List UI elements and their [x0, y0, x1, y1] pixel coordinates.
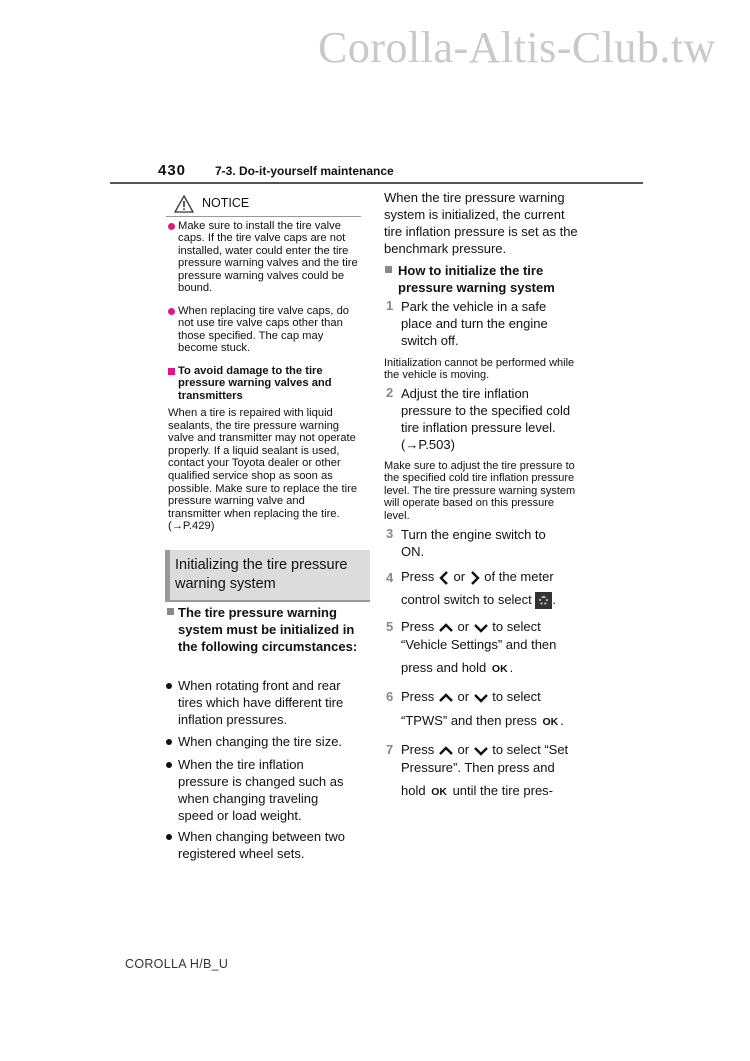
- chevron-down-icon: [473, 622, 489, 634]
- ok-button-icon: OK: [542, 716, 559, 728]
- step-number: 1: [386, 298, 394, 313]
- chevron-up-icon: [438, 622, 454, 634]
- notice-subheading: [168, 365, 358, 402]
- chevron-right-icon: [469, 570, 481, 586]
- step-7-line-1: Press or to select “Set: [401, 742, 569, 757]
- chevron-down-icon: [473, 745, 489, 757]
- step-6-line-1: Press or to select: [401, 689, 541, 704]
- step-number: 4: [386, 570, 394, 585]
- notice-box: [166, 190, 361, 540]
- list-item: When changing between two registered wheel sets.: [178, 829, 345, 861]
- step-text: Adjust the tire inflation pressure to the specified cold tire inflation pressure level. (→P.503): [401, 386, 571, 452]
- square-bullet-icon: [385, 266, 392, 273]
- page-number: 430: [158, 162, 187, 179]
- left-subheading: The tire pressure warning system must be initialized in the following circumstances:: [178, 605, 358, 654]
- step-text: Turn the engine switch to ON.: [401, 527, 546, 559]
- bullet-icon: [166, 834, 172, 840]
- notice-title: NOTICE: [202, 196, 250, 210]
- notice-item: [168, 220, 358, 294]
- square-bullet-icon: [168, 368, 175, 375]
- ok-button-icon: OK: [491, 663, 508, 675]
- step-number: 3: [386, 526, 394, 541]
- settings-gear-icon: [535, 592, 552, 609]
- step-text: Park the vehicle in a safe place and turn the engine switch off.: [401, 299, 548, 348]
- ok-button-icon: OK: [431, 786, 447, 798]
- bullet-icon: [166, 762, 172, 768]
- step-4-line-1: Press or of the meter: [401, 569, 554, 584]
- step-number: 5: [386, 619, 394, 634]
- step-5-line-1: Press or to select: [401, 619, 541, 634]
- chevron-down-icon: [473, 692, 489, 704]
- notice-item-text: Make sure to install the tire valve caps. If the tire valve caps are not installed, water could enter the tire pressure warning valves and the tire pressure warning valves could be bound.: [178, 220, 358, 295]
- notice-description: When a tire is repaired with liquid sealants, the tire pressure warning valve and transmitter may not operate properly. If a liquid sealant is used, contact your Toyota dealer or other qualified service shop as soon as possible. Make sure to replace the tire pressure warning valve and transmitter when replacing the tire. (→P.429): [168, 407, 358, 533]
- watermark: Corolla-Altis-Club.tw: [318, 23, 716, 72]
- section-heading: [165, 550, 370, 602]
- step-7-line-2: Pressure”. Then press and: [401, 760, 555, 775]
- bullet-icon: [166, 739, 172, 745]
- section-heading-text: Initializing the tire pressure warning system: [175, 557, 348, 592]
- step-number: 6: [386, 689, 394, 704]
- chevron-left-icon: [438, 570, 450, 586]
- square-bullet-icon: [167, 608, 174, 615]
- step-6-line-2: “TPWS” and then press OK .: [401, 712, 591, 731]
- chevron-up-icon: [438, 692, 454, 704]
- warning-triangle-icon: [174, 195, 194, 213]
- step-number: 2: [386, 385, 394, 400]
- note-text: Make sure to adjust the tire pressure to the specified cold tire inflation pressure level. The tire pressure warning system will operate based on this pressure level.: [384, 460, 576, 522]
- list-item: When changing the tire size.: [178, 734, 343, 749]
- chevron-up-icon: [438, 745, 454, 757]
- note-text: Initialization cannot be performed while the vehicle is moving.: [384, 357, 575, 382]
- bullet-icon: [166, 683, 172, 689]
- bullet-icon: [168, 308, 175, 315]
- section-title: 7-3. Do-it-yourself maintenance: [215, 164, 394, 178]
- list-item: When the tire inflation pressure is changed such as when changing traveling speed or load weight.: [178, 757, 344, 823]
- right-subheading: How to initialize the tire pressure warning system: [398, 263, 555, 295]
- step-number: 7: [386, 742, 394, 757]
- notice-item-text: When replacing tire valve caps, do not use tire valve caps other than those specified. The cap may become stuck.: [178, 305, 350, 355]
- notice-item: [168, 305, 358, 355]
- header-rule: [110, 182, 643, 184]
- step-5-line-2: “Vehicle Settings” and then: [401, 637, 557, 652]
- intro-text: When the tire pressure warning system is initialized, the current tire inflation pressure is set as the benchmark pressure.: [384, 190, 578, 256]
- notice-subheading-text: To avoid damage to the tire pressure warning valves and transmitters: [178, 365, 332, 402]
- notice-header: [166, 190, 361, 217]
- bullet-icon: [168, 223, 175, 230]
- step-5-line-3: press and hold OK .: [401, 659, 591, 678]
- step-7-line-3: hold OK until the tire pres-: [401, 782, 591, 801]
- footer-model: COROLLA H/B_U: [125, 957, 229, 971]
- list-item: When rotating front and rear tires which have different tire inflation pressures.: [178, 678, 344, 727]
- step-4-line-2: control switch to select .: [401, 591, 591, 609]
